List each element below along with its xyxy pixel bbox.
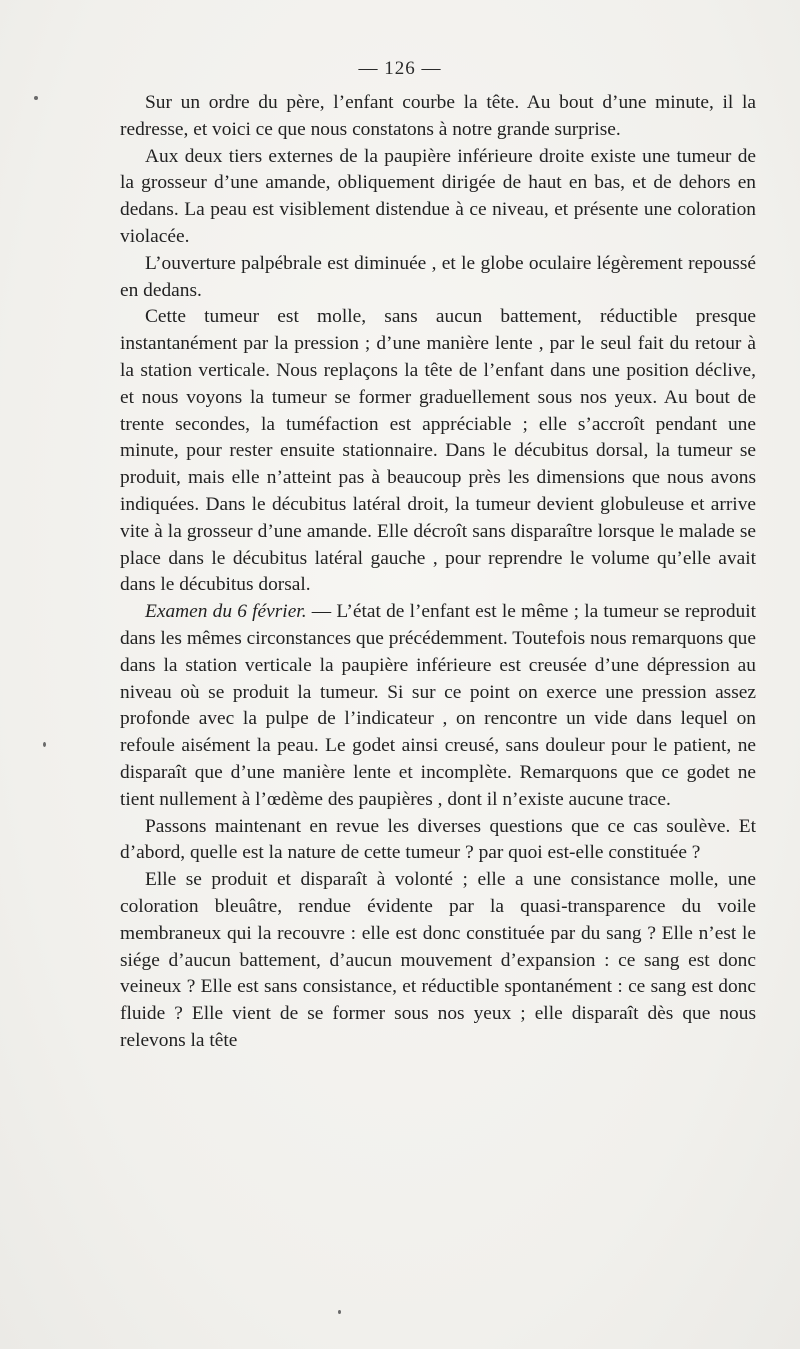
paragraph-6: Passons maintenant en revue les diverses questions que ce cas soulève. Et d’abord, quelle est la nature de cette tumeur ? par quoi est-elle constituée ? xyxy=(120,815,756,864)
paper-speck xyxy=(338,1310,341,1314)
paragraph-3: L’ouverture palpébrale est diminuée , et le globe oculaire légèrement repoussé en dedans. xyxy=(120,252,756,301)
paragraph-5 xyxy=(120,599,756,813)
paper-speck xyxy=(43,742,46,747)
paragraph-5-text: — L’état de l’enfant est le même ; la tumeur se reproduit dans les mêmes circonstances que précédemment. Toutefois nous remarquons que dans la station verticale la paupière inférieure est creusée d’une dépression au niveau où se produit la tumeur. Si sur ce point on exerce une pression assez profonde avec la pulpe de l’indicateur , on rencontre un vide dans lequel on refoule aisément la peau. Le godet ainsi creusé, sans douleur pour le patient, ne disparaît que d’une manière lente et incomplète. Remarquons que ce godet ne tient nullement à l’œdème des paupières , dont il n’existe aucune trace. xyxy=(120,601,756,810)
page-body xyxy=(120,90,756,1055)
paragraph-1: Sur un ordre du père, l’enfant courbe la tête. Au bout d’une minute, il la redresse, et voici ce que nous constatons à notre grande surprise. xyxy=(120,92,756,140)
paragraph-4: Cette tumeur est molle, sans aucun battement, réductible presque instantanément par la pression ; d’une manière lente , par le seul fait du retour à la station verticale. Nous replaçons la tête de l’enfant dans une position déclive, et nous voyons la tumeur se former graduellement sous nos yeux. Au bout de trente secondes, la tuméfaction est appréciable ; elle s’accroît pendant une minute, pour rester ensuite stationnaire. Dans le décubitus dorsal, la tumeur se produit, mais elle n’atteint pas à beaucoup près les dimensions que nous avons indiquées. Dans le décubitus latéral droit, la tumeur devient globuleuse et arrive vite à la grosseur d’une amande. Elle décroît sans disparaître lorsque le malade se place dans le décubitus latéral gauche , pour reprendre le volume qu’elle avait dans le décubitus dorsal. xyxy=(120,306,756,596)
page-number: — 126 — xyxy=(358,58,442,79)
paragraph-5-lead: Examen du 6 février. xyxy=(145,601,307,623)
paragraph-2: Aux deux tiers externes de la paupière inférieure droite existe une tumeur de la grosseur d’une amande, obliquement dirigée de haut en bas, et de dehors en dedans. La peau est visiblement distendue à ce niveau, et présente une coloration violacée. xyxy=(120,145,756,247)
paragraph-7: Elle se produit et disparaît à volonté ; elle a une consistance molle, une coloration bleuâtre, rendue évidente par la quasi-transparence du voile membraneux qui la recouvre : elle est donc constituée par du sang ? Elle n’est le siége d’aucun battement, d’aucun mouvement d’expansion : ce sang est donc veineux ? Elle est sans consistance, et réductible spontanément : ce sang est donc fluide ? Elle vient de se former sous nos yeux ; elle disparaît dès que nous relevons la tête xyxy=(120,869,756,1051)
paper-speck xyxy=(34,96,38,100)
